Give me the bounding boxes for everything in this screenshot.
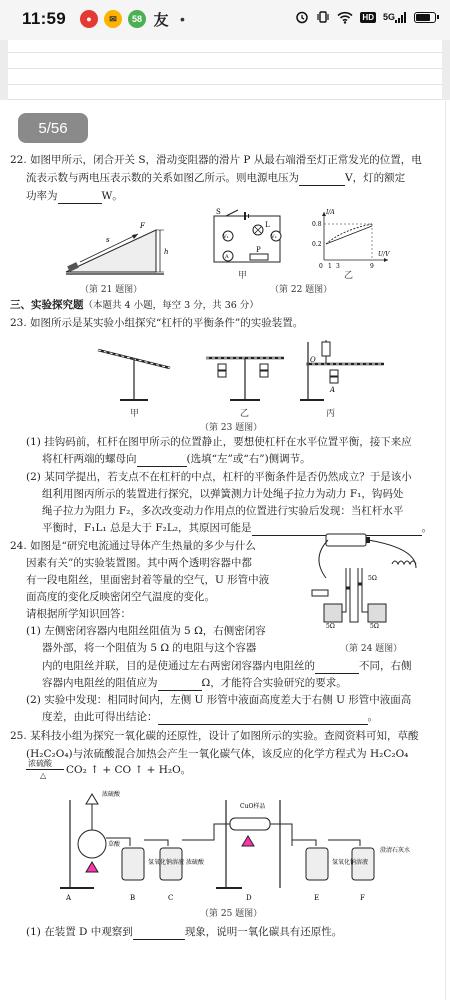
q25-reaction-condition — [26, 759, 66, 780]
q24-sub1-line4-text: 容器内电阻丝的阻值应为 — [42, 677, 158, 689]
fig23-yi-label: 乙 — [240, 409, 250, 419]
q25-eq-heat: △ — [40, 771, 47, 780]
q22-voltage-blank[interactable] — [299, 174, 345, 186]
q23-sub2-line3: 绳子拉力为阻力 F₂，多次改变动力作用点的位置进行实验后发现：当杠杆水平 — [42, 505, 404, 517]
q24-sub2-line2-text: 度差，由此可得出结论： — [42, 711, 158, 723]
q23-stem: 23. 如图所示是某实验小组探究“杠杆的平衡条件”的实验装置。 — [10, 317, 304, 329]
q25-sub1-text: (1) 在装置 D 中观察到 — [26, 926, 133, 938]
q23-sub2-line2: 组利用图丙所示的装置进行探究，以弹簧测力计处绳子拉力为动力 F₁，钩码处 — [42, 488, 404, 500]
circuit-label-l: L — [265, 221, 270, 229]
q24-sub2-line1: (2) 实验中发现：相同时间内，左侧 U 形管中液面高度差大于右侧 U 形管中液面高 — [26, 694, 412, 706]
q23-sub2-line4-tail: 。 — [421, 522, 433, 534]
fig21-caption: （第 21 题图） — [80, 285, 143, 295]
status-right — [295, 10, 436, 24]
graph-xlabel: U/V — [378, 251, 390, 258]
fig24-resistor-outer: 5Ω — [368, 575, 377, 582]
circuit-label-a: A — [225, 254, 229, 260]
graph-ytick-1: 0.2 — [312, 241, 322, 248]
more-notifications-dot: • — [180, 11, 185, 27]
q24-line1: 24. 如图是“研究电流通过导体产生热量的多少与什么 — [10, 540, 256, 552]
q23-sub1-line2-tail: (选填“左”或“右”)侧调节。 — [186, 453, 311, 465]
hd-badge: HD — [362, 12, 374, 22]
circuit-label-v2: V₂ — [271, 234, 277, 240]
fig22-caption: （第 22 题图） — [270, 285, 333, 295]
q25-equation — [26, 759, 192, 780]
q24-current-blank[interactable] — [315, 662, 359, 674]
fig22-graph — [312, 208, 392, 268]
fig21-incline-diagram — [60, 212, 170, 282]
status-bar — [0, 0, 450, 40]
page-border — [445, 100, 446, 1000]
q25-phenomenon-blank[interactable] — [133, 928, 185, 940]
incline-label-s: s — [106, 236, 110, 244]
fig23-bing-label: 丙 — [326, 409, 336, 419]
section3-title: 三、实验探究题 — [10, 299, 84, 311]
q22-line3-tail: W。 — [101, 190, 123, 202]
page-indicator[interactable]: 5/56 — [18, 113, 88, 143]
fig23-jia-label: 甲 — [130, 409, 140, 419]
fig24-heat-apparatus — [306, 528, 436, 638]
fig24-resistor-right: 5Ω — [370, 623, 379, 630]
fig25-naoh-b-label: 氢氧化钠溶液 — [148, 859, 185, 866]
q22-line1: 22. 如图甲所示，闭合开关 S，滑动变阻器的滑片 P 从最右端滑至灯正常发光的位置，电 — [10, 154, 422, 166]
q24-sub1-line4 — [42, 675, 347, 691]
section3-heading — [10, 297, 259, 314]
status-time: 11:59 — [22, 9, 67, 28]
fig25-caption: （第 25 题图） — [200, 909, 263, 919]
section3-note: （本题共 4 小题，每空 3 分，共 36 分） — [83, 300, 259, 311]
fig23-lever-yi — [200, 336, 290, 406]
circuit-label-v1: V₁ — [223, 234, 229, 240]
fig23-lever-bing — [300, 336, 390, 406]
fig25-naoh-e-label: 氢氧化钠溶液 — [332, 859, 369, 866]
q25-sub1-tail: 现象，说明一氧化碳具有还原性。 — [184, 926, 343, 938]
incline-label-f: F — [140, 222, 145, 230]
q24-sub1-line2: 器外部，将一个阻值为 5 Ω 的电阻与这个容器 — [42, 642, 257, 654]
graph-xtick-0: 0 — [319, 263, 323, 270]
alarm-icon — [295, 10, 309, 24]
app-58-icon: 58 — [128, 10, 146, 28]
graph-xtick-3: 9 — [370, 263, 374, 270]
document-app-icon: 友 — [153, 11, 169, 29]
document-page[interactable] — [0, 100, 450, 1000]
q24-sub1-line1: (1) 左侧密闭容器内电阻丝阻值为 5 Ω，右侧密闭容 — [26, 625, 266, 637]
fig22-circuit-diagram — [206, 208, 286, 268]
q22-line3 — [26, 188, 123, 204]
fig23-caption: （第 23 题图） — [200, 423, 263, 433]
q24-line4: 面高度的变化反映密闭空气温度的变化。 — [26, 591, 215, 603]
fig22-yi-label: 乙 — [344, 271, 354, 281]
q23-sub1-line2-text: 将杠杆两端的螺母向 — [42, 453, 137, 465]
incline-label-h: h — [164, 248, 169, 256]
fig25-letter-f: F — [360, 894, 365, 902]
q22-line3-text: 功率为 — [26, 190, 58, 202]
graph-ylabel: I/A — [326, 209, 335, 216]
q24-line5: 请根据所学知识回答： — [26, 608, 131, 620]
fig25-co-apparatus — [30, 786, 430, 906]
fig25-cuo-label: CuO样品 — [240, 803, 266, 810]
app-badge-icon: ● — [80, 10, 98, 28]
q24-sub2-line2 — [42, 709, 378, 725]
circuit-label-s: S — [216, 208, 221, 216]
fig25-oxalic-label: 草酸 — [108, 841, 121, 848]
q23-sub1-line2 — [42, 451, 311, 467]
q24-sub1-line4-tail: Ω，才能符合实验研究的要求。 — [201, 677, 347, 689]
graph-xtick-2: 3 — [336, 263, 340, 270]
q24-conclusion-blank[interactable] — [158, 713, 368, 725]
q25-eq-products: CO₂ ↑ + CO ↑ + H₂O。 — [66, 764, 192, 776]
bing-label-o: O — [310, 356, 316, 364]
q22-power-blank[interactable] — [58, 192, 102, 204]
fig25-limewater-label: 澄清石灰水 — [380, 847, 411, 854]
mail-badge-icon: ✉ — [104, 10, 122, 28]
previous-page-edge — [8, 40, 442, 100]
wifi-icon — [337, 11, 353, 24]
battery-icon — [414, 12, 436, 23]
fig25-conc-acid-label: 浓硫酸 — [102, 791, 121, 798]
q24-sub1-line3 — [42, 658, 412, 674]
page-gap — [0, 40, 450, 100]
q25-sub1 — [26, 924, 342, 940]
q23-sub2-line4-text: 平衡时，F₁L₁ 总是大于 F₂L₂，其原因可能是 — [42, 522, 252, 534]
q24-line3: 有一段电阻丝，里面密封着等量的空气，U 形管中液 — [26, 574, 270, 586]
q24-resistance-blank[interactable] — [158, 679, 202, 691]
fig24-resistor-left: 5Ω — [326, 623, 335, 630]
q24-sub1-line3-tail: 不同，右侧 — [359, 660, 412, 672]
q22-line2-tail: V，灯的额定 — [345, 172, 406, 184]
q22-line2 — [26, 170, 405, 186]
graph-ytick-0: 0.8 — [312, 221, 322, 228]
vibrate-icon — [316, 10, 330, 24]
signal-label: 5G — [382, 12, 395, 22]
fig23-lever-jia — [90, 336, 180, 406]
graph-xtick-1: 1 — [328, 263, 332, 270]
signal-icon — [383, 12, 407, 23]
bing-label-a: A — [330, 386, 336, 394]
fig25-letter-e: E — [314, 894, 320, 902]
fig22-jia-label: 甲 — [238, 271, 248, 281]
fig25-letter-b: B — [130, 894, 136, 902]
q22-line2-text: 流表示数与两电压表示数的关系如图乙所示。则电源电压为 — [26, 172, 299, 184]
q24-sub2-tail: 。 — [367, 711, 378, 723]
q24-line2: 因素有关”的实验装置图。其中两个透明容器中都 — [26, 557, 252, 569]
fig24-caption: （第 24 题图） — [340, 644, 403, 654]
q25-line1: 25. 某科技小组为探究一氧化碳的还原性，设计了如图所示的实验。查阅资料可知，草酸 — [10, 730, 419, 742]
fig25-letter-d: D — [246, 894, 252, 902]
circuit-label-p: P — [256, 246, 261, 254]
q24-sub1-line3-text: 内的电阻丝并联，目的是使通过左右两密闭容器内电阻丝的 — [42, 660, 315, 672]
notification-icons — [80, 10, 185, 28]
q23-sub2-line1: (2) 某同学提出，若支点不在杠杆的中点，杠杆的平衡条件是否仍然成立？于是该小 — [26, 471, 412, 483]
q25-eq-catalyst: 浓硫酸 — [28, 759, 52, 768]
fig25-letter-c: C — [168, 894, 174, 902]
q23-sub1-line1: (1) 挂钩码前，杠杆在图甲所示的位置静止，要想使杠杆在水平位置平衡，接下来应 — [26, 436, 412, 448]
fig25-conc-c-label: 浓硫酸 — [186, 859, 205, 866]
q23-direction-blank[interactable] — [137, 455, 187, 467]
fig25-letter-a: A — [66, 894, 72, 902]
q25-line2: (H₂C₂O₄)与浓硫酸混合加热会产生一氧化碳气体，该反应的化学方程式为 H₂C₂O₄ — [26, 748, 409, 760]
